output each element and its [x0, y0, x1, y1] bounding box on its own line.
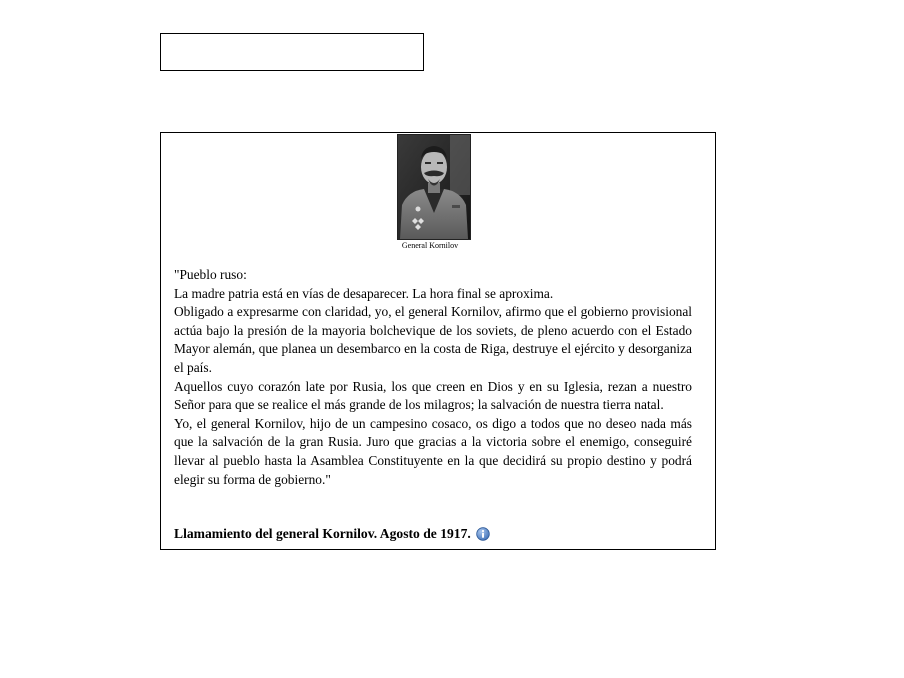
quote-paragraph: "Pueblo ruso:: [174, 267, 247, 282]
info-icon[interactable]: [476, 527, 490, 541]
quote-text: [174, 266, 692, 489]
quote-paragraph: Obligado a expresarme con claridad, yo, el general Kornilov, afirmo que el gobierno provisional actúa bajo la presión de la mayoria bolchevique de los soviets, de pleno acuerdo con el Estado Mayor alemán, que planea un desembarco en la costa de Riga, destruye el ejército y desorganiza el país.: [174, 304, 692, 375]
top-empty-box: [160, 33, 424, 71]
photo-caption: General Kornilov: [401, 241, 459, 250]
quote-paragraph: Aquellos cuyo corazón late por Rusia, los que creen en Dios y en su Iglesia, rezan a nuestro Señor para que se realice el más grande de los milagros; la salvación de nuestra tierra natal.: [174, 378, 692, 413]
quote-paragraph: La madre patria está en vías de desaparecer. La hora final se aproxima.: [174, 285, 554, 301]
quote-paragraph: Yo, el general Kornilov, hijo de un campesino cosaco, os digo a todos que no deseo nada más que la salvación de la gran Rusia. Juro que gracias a la victoria sobre el enemigo, conseguiré llevar al pueblo hasta la Asamblea Constituyente en la que decidirá su propio destino y podrá elegir su forma de gobierno.": [174, 415, 692, 487]
general-kornilov-photo: [397, 134, 471, 240]
photo-figure: [397, 134, 471, 251]
signature-text: Llamamiento del general Kornilov. Agosto de 1917.: [174, 526, 471, 541]
signature-line: [174, 525, 490, 543]
quote-panel: [160, 132, 716, 550]
